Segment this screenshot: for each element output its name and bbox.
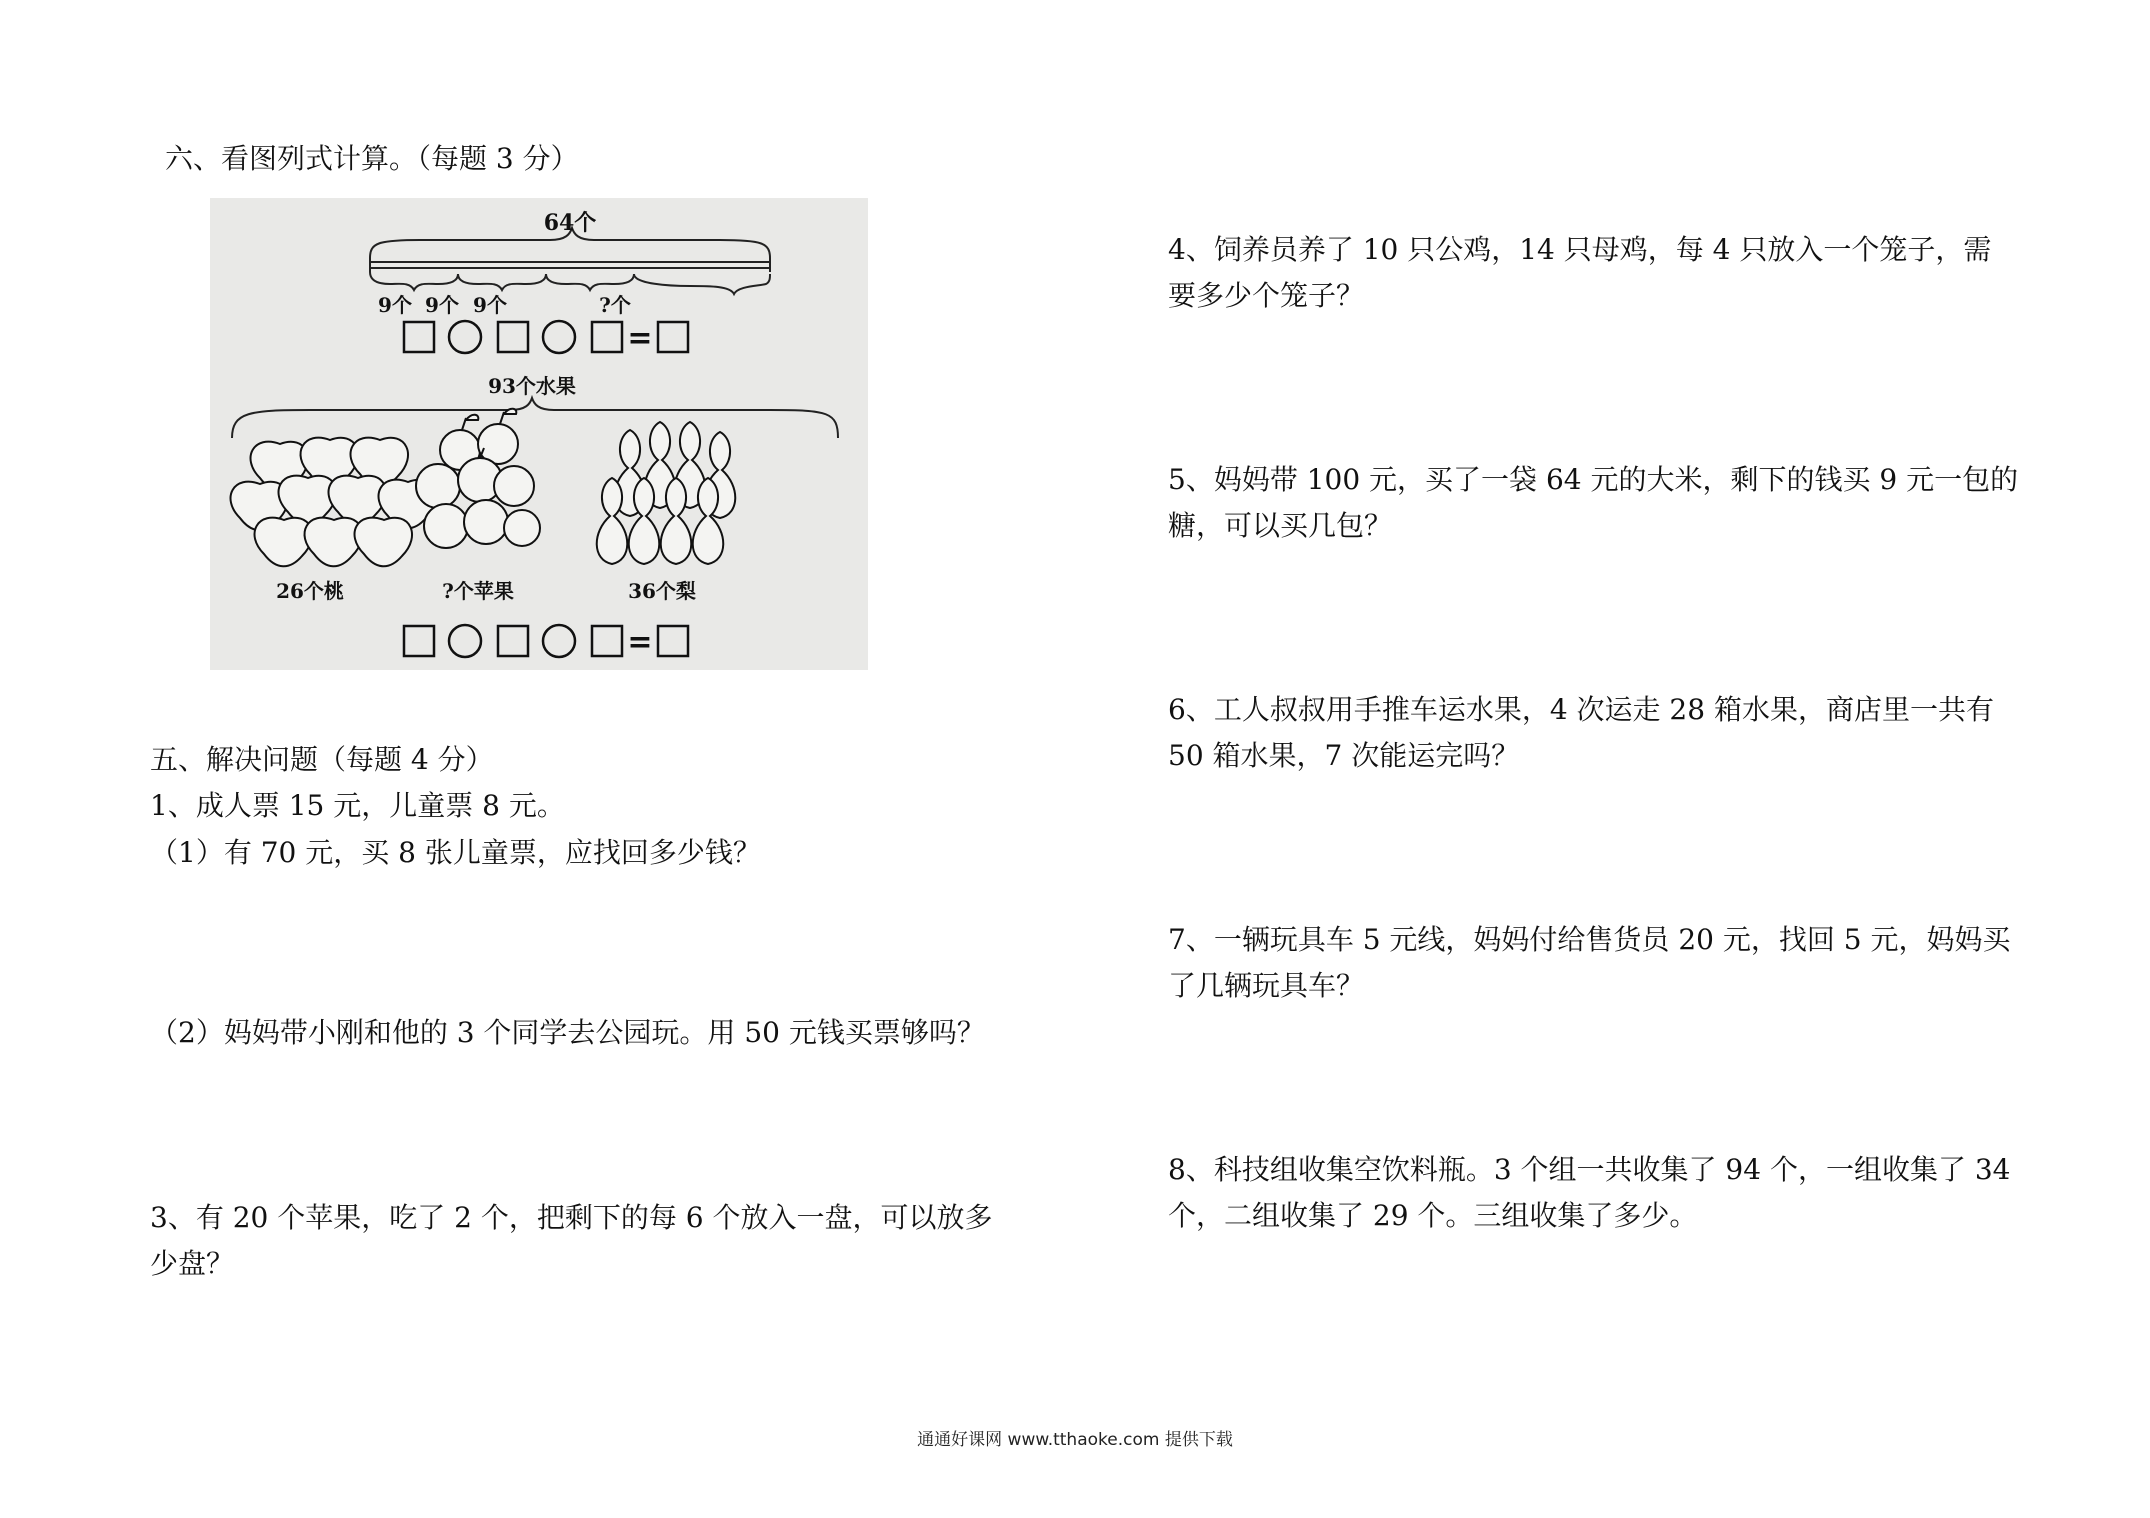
section-five-title: 五、解决问题（每题 4 分） <box>150 743 494 776</box>
question-7-line-1: 7、一辆玩具车 5 元线，妈妈付给售货员 20 元，找回 5 元，妈妈买 <box>1168 923 2011 956</box>
pear-drawing <box>597 422 736 564</box>
question-4-line-2: 要多少个笼子？ <box>1168 279 1365 312</box>
question-6-line-1: 6、工人叔叔用手推车运水果，4 次运走 28 箱水果，商店里一共有 <box>1168 693 1994 726</box>
pear-label: 36个梨 <box>628 579 696 603</box>
equals-sign-2: = <box>627 625 653 660</box>
question-1-stem: 1、成人票 15 元，儿童票 8 元。 <box>150 789 565 822</box>
fruit-total-label: 93个水果 <box>488 374 576 398</box>
question-3-line-1: 3、有 20 个苹果，吃了 2 个，把剩下的每 6 个放入一盘，可以放多 <box>150 1201 993 1234</box>
apple-label: ?个苹果 <box>442 579 514 603</box>
peach-drawing <box>231 438 436 567</box>
segment-label-unknown: ?个 <box>599 293 631 317</box>
equals-sign-1: = <box>627 321 653 356</box>
problem-figure <box>210 198 868 670</box>
question-7-line-2: 了几辆玩具车？ <box>1168 969 1365 1002</box>
figure-drawing <box>210 198 868 670</box>
question-6-line-2: 50 箱水果，7 次能运完吗？ <box>1168 739 1520 772</box>
question-4-line-1: 4、饲养员养了 10 只公鸡，14 只母鸡，每 4 只放入一个笼子，需 <box>1168 233 1992 266</box>
question-1-part-1: （1）有 70 元，买 8 张儿童票，应找回多少钱？ <box>150 836 761 869</box>
total-label: 64个 <box>543 210 597 236</box>
segment-label-2: 9个 <box>425 293 459 317</box>
question-1-part-2: （2）妈妈带小刚和他的 3 个同学去公园玩。用 50 元钱买票够吗？ <box>150 1016 985 1049</box>
segment-label-3: 9个 <box>473 293 507 317</box>
fruit-brace <box>232 398 838 438</box>
section-six-title: 六、看图列式计算。（每题 3 分） <box>165 142 579 175</box>
apple-drawing <box>416 409 540 548</box>
footer-watermark: 通通好课网 www.tthaoke.com 提供下载 <box>917 1430 1233 1450</box>
peach-label: 26个桃 <box>276 579 344 603</box>
segment-label-1: 9个 <box>378 293 412 317</box>
question-5-line-2: 糖，可以买几包？ <box>1168 509 1393 542</box>
question-8-line-2: 个，二组收集了 29 个。三组收集了多少。 <box>1168 1199 1698 1232</box>
question-3-line-2: 少盘？ <box>150 1247 235 1280</box>
question-5-line-1: 5、妈妈带 100 元，买了一袋 64 元的大米，剩下的钱买 9 元一包的 <box>1168 463 2019 496</box>
question-8-line-1: 8、科技组收集空饮料瓶。3 个组一共收集了 94 个，一组收集了 34 <box>1168 1153 2011 1186</box>
